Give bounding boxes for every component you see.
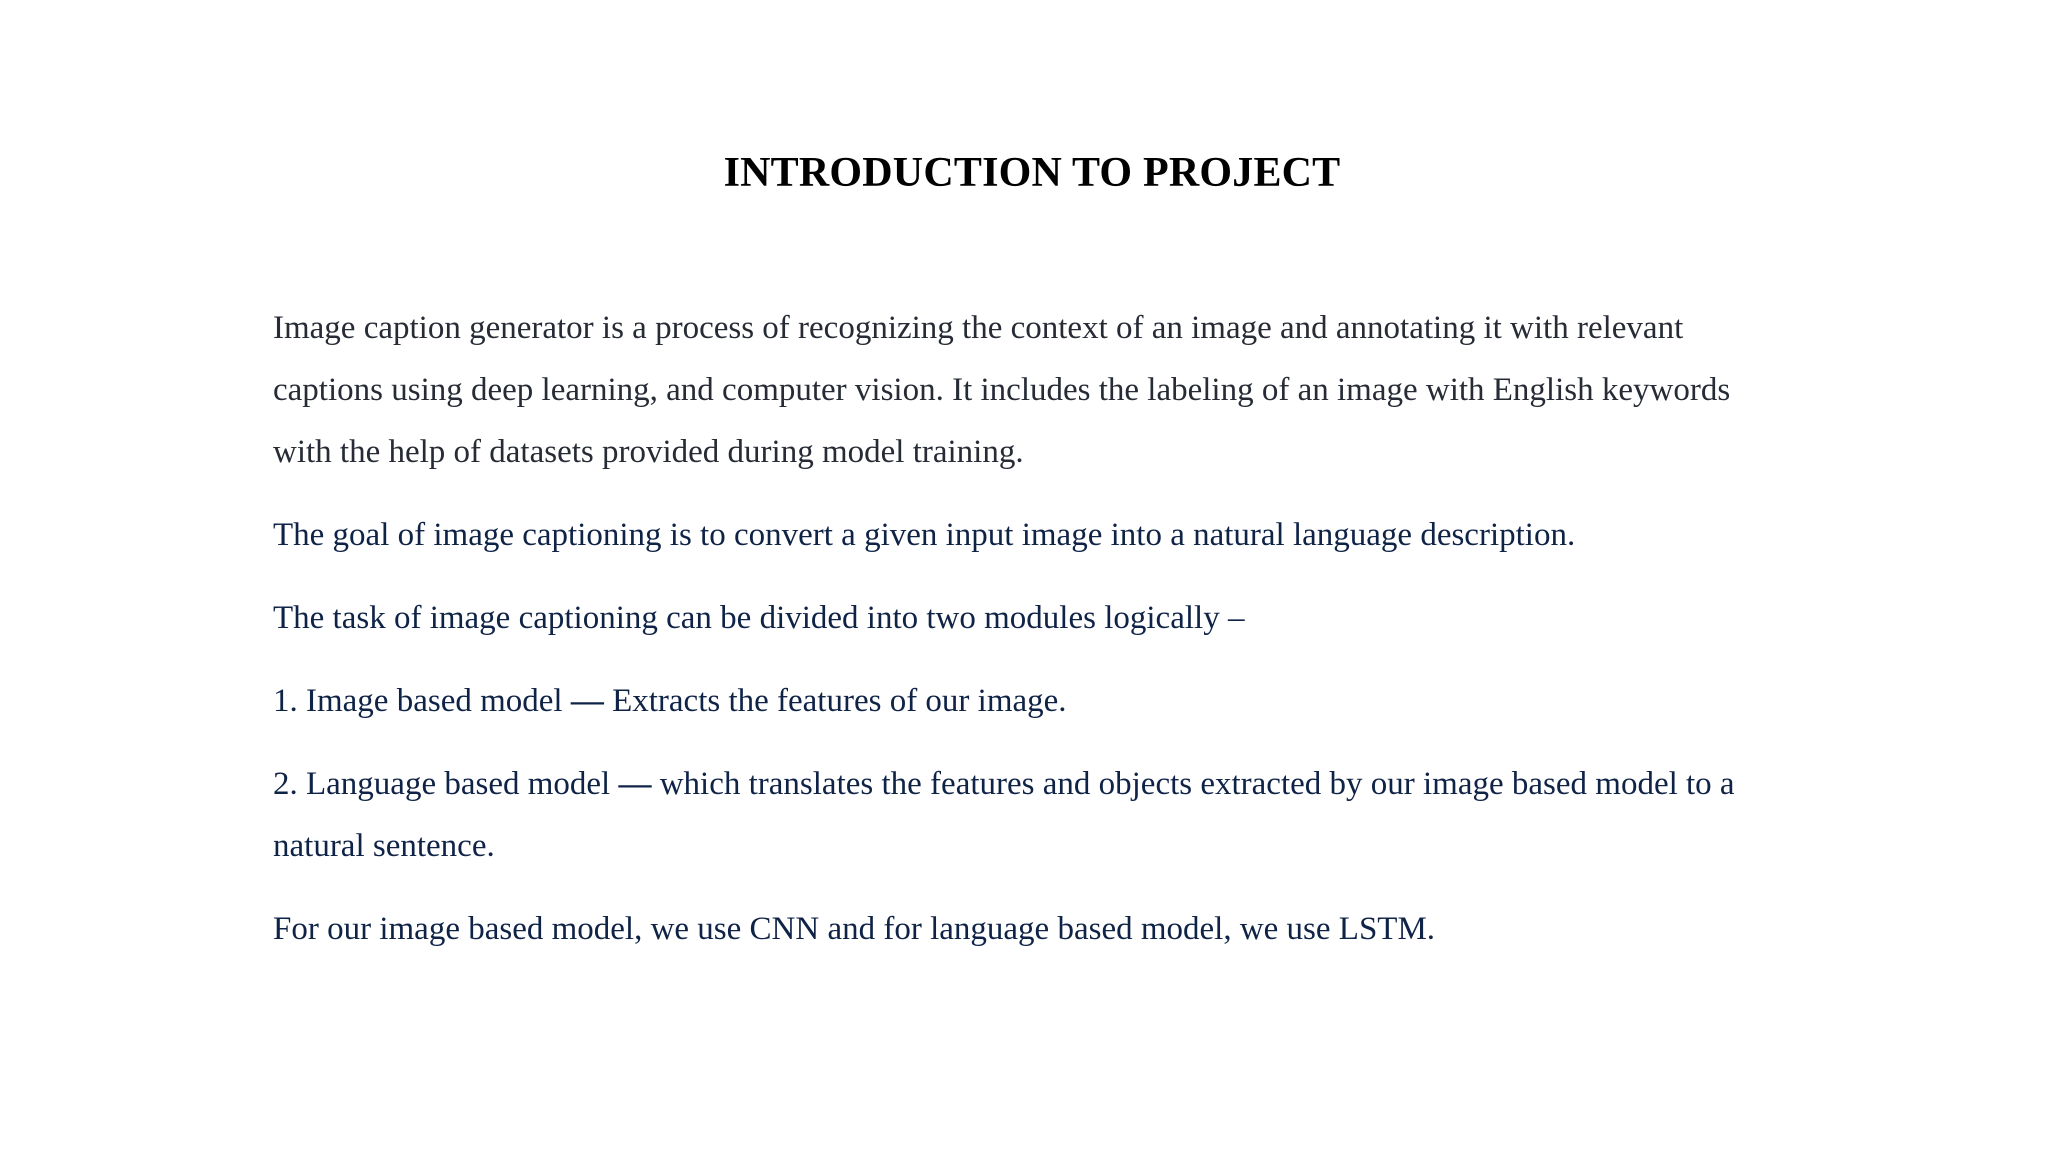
em-dash: — xyxy=(618,766,652,802)
list-item-label: 1. Image based model xyxy=(273,683,571,719)
list-item-language-model xyxy=(273,753,1793,877)
goal-paragraph: The goal of image captioning is to convert a given input image into a natural language description. xyxy=(273,517,1576,553)
intro-paragraph: Image caption generator is a process of recognizing the context of an image and annotating it with relevant captions using deep learning, and computer vision. It includes the labeling of an image with English keywords with the help of datasets provided during model training. xyxy=(273,310,1731,470)
list-item-text: which translates the features and objects extracted by our image based model to a natural sentence. xyxy=(273,766,1735,864)
slide-body xyxy=(273,297,1793,960)
list-item-text: Extracts the features of our image. xyxy=(603,683,1067,719)
task-paragraph: The task of image captioning can be divided into two modules logically – xyxy=(273,600,1245,636)
slide-title: INTRODUCTION TO PROJECT xyxy=(723,150,1341,196)
list-item-label: 2. Language based model xyxy=(273,766,619,802)
summary-paragraph: For our image based model, we use CNN and for language based model, we use LSTM. xyxy=(273,911,1436,947)
em-dash: — xyxy=(570,683,604,719)
list-item-image-model xyxy=(273,670,1793,732)
